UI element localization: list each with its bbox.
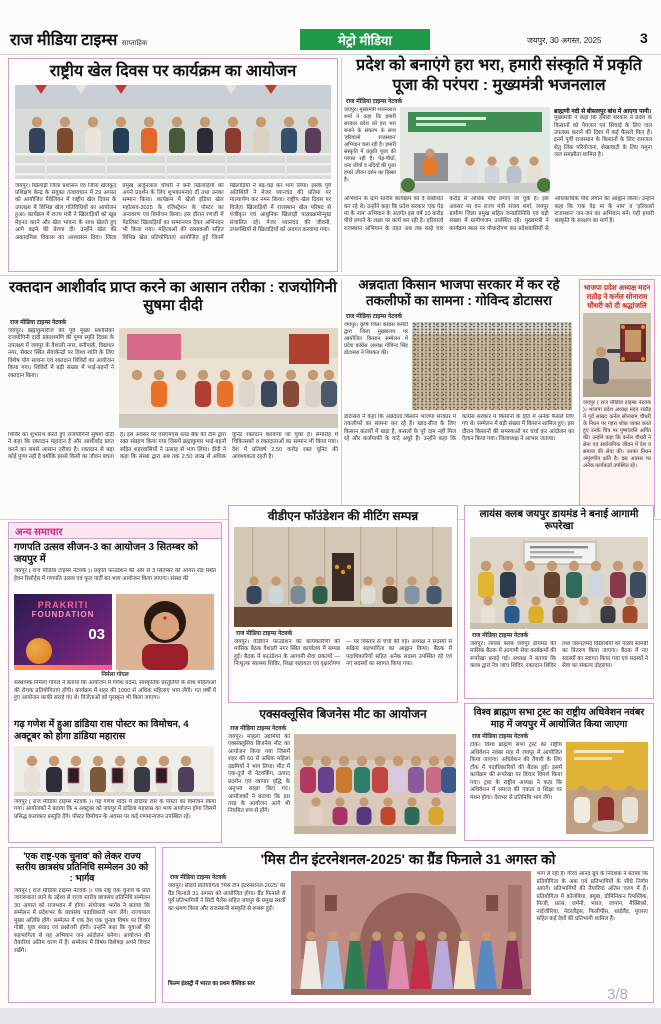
article-bhajanlal	[344, 56, 654, 272]
sushma-photo	[119, 328, 338, 428]
ganpati-caption: निर्मला गोयल	[101, 672, 129, 679]
band-rule-1	[0, 275, 661, 276]
column-rule-cd	[341, 279, 342, 517]
ekrashtra-headline: 'एक राष्ट्र-एक चुनाव' को लेकर राज्य स्तरीय छात्रसंघ प्रतिनिधि सम्मेलन 30 को : भार्गव	[15, 851, 149, 884]
sushma-headline: रक्तदान आशीर्वाद प्राप्त करने का आसान तरीका : राजयोगिनी सुषमा दीदी	[9, 279, 337, 315]
sushma-body: शिविर का शुभारंभ करते हुए राजयोगिनी सुषमा दीदी ने कहा कि रक्तदान महादान है और आशीर्वाद प्राप्त करने का सबसे आसान तरीका है। रक्तदान से बड़ा कोई पुण्य नहीं है क्योंकि इससे किसी का जीवन बचता है। इस अवसर पर एसएमएस ब्लड बैंक की टीम द्वारा रक्त संग्रहण किया गया जिसमें ब्रह्माकुमार भाई-बहनों सहित शहरवासियों ने उत्साह से भाग लिया। दीदी ने कहा कि संस्था द्वारा अब तक 2.50 लाख से अधिक यूनिट रक्तदान करवाया जा चुका है। समारोह में चिकित्सकों व रक्तदाताओं का सम्मान भी किया गया। देश में प्रतिवर्ष 2.50 करोड़ रक्त यूनिट की आवश्यकता रहती है।	[8, 431, 338, 461]
ganpati-headline: गणपति उत्सव सीजन-3 का आयोजन 3 सितम्बर को जयपुर में	[14, 542, 198, 566]
lions-headline: लायंस क्लब जयपुर डायमंड ने बनाई आगामी रूपरेखा	[479, 509, 639, 533]
article-sushma	[8, 279, 338, 517]
missteen-col-right: भाग ले रही हैं। गौरव आनंद ग्रुप के निदेशक ने बताया कि प्रतियोगिता के अंक एवं प्रतिभागियों के सीधे निर्णय आएंगे। प्रतिभागियों की तैयारियां अंतिम चरण में हैं। प्रतियोगिता में कोलंबिया, क्यूबा, डोमिनिकन रिपब्लिक, फिजी, फ्रांस, जर्मनी, भारत, जापान, मैक्सिको, नाईजीरिया, नेदरलैंड्स, फिलीपींस, थाईलैंड, यूएसए सहित कई देशों की प्रतिभागी शामिल हैं।	[536, 871, 648, 922]
poster-date-number: 03	[88, 626, 105, 644]
business-body: जयपुर। महिला उद्यमियों की एक्सक्लूसिव बिजनेस मीट का आयोजन किया गया जिसमें शहर की 60 से अधिक महिला उद्यमियों ने भाग लिया। मीट में एक-दूजे से नेटवर्किंग, उत्पाद प्रदर्शन एवं व्यापार वृद्धि के अनुभव साझा किए गए। आयोजकों ने बताया कि इस तरह के आयोजन आगे भी नियमित रूप से होंगे।	[228, 733, 290, 815]
missteen-foot-bold: फिल्म इंडस्ट्री में भारत का प्रथम वैश्विक स्तर	[168, 981, 255, 988]
header-rule	[0, 54, 661, 55]
vdn-byline: राज मीडिया टाइम्स नेटवर्क	[236, 630, 293, 637]
sports-day-photo	[15, 85, 331, 179]
ganpati-body: संस्थापक निर्मला गोयल ने बताया कि आयोजन में गणेश वंदना, सांस्कृतिक प्रस्तुतियों के साथ महिलाओं की रोचक प्रतियोगिताएं होंगी। कार्यक्रम में शहर की 1000 से अधिक महिलाएं भाग लेंगी। गत वर्षों में हुए आयोजन काफी सराहे गए थे। विजेताओं को पुरस्कृत भी किया जाएगा।	[14, 680, 216, 702]
dandiya-headline: गढ़ गणेश में हुआ डांडिया रास पोस्टर का विमोचन, 4 अक्टूबर को होगा डांडिया महारास	[14, 719, 189, 742]
dotasra-headline: अन्नदाता किसान भाजपा सरकार में कर रहे तकलीफों का सामना : गोविन्द डोटासरा	[358, 277, 560, 309]
lions-byline: राज मीडिया टाइम्स नेटवर्क	[472, 632, 529, 639]
business-headline: एक्सक्लूसिव बिजनेस मीट का आयोजन	[259, 707, 427, 721]
bhajanlal-byline: राज मीडिया टाइम्स नेटवर्क	[346, 99, 403, 106]
article-vdn	[228, 505, 458, 703]
masthead	[10, 28, 147, 50]
page-indicator: 3/8	[607, 986, 628, 1003]
prakriti-foundation-poster	[14, 594, 112, 670]
dotasra-crowd-photo	[412, 322, 572, 410]
poster-title-line2: FOUNDATION	[31, 610, 95, 620]
article-business-meet	[228, 707, 458, 841]
miss-teen-photo	[291, 871, 532, 995]
article-sports-day	[8, 58, 338, 272]
other-news-header: अन्य समाचार	[9, 523, 221, 539]
lions-body: जयपुर। लायंस क्लब जयपुर डायमंड की मासिक बैठक में आगामी सेवा कार्यक्रमों की रूपरेखा बनाई गई। अध्यक्ष ने बताया कि क्लब द्वारा नेत्र जांच शिविर, रक्तदान शिविर तथा जरूरतमंद विद्यार्थियों को पाठ्य सामग्री का वितरण किया जाएगा। बैठक में नए सदस्यों का स्वागत किया गया एवं सदस्यों ने सेवा का संकल्प दोहराया।	[470, 640, 648, 670]
rathore-body: जयपुर ( राज मीडिया टाइम्स नेटवर्क )। भाजपा प्रदेश अध्यक्ष मदन राठौड़ ने पूर्व सांसद कर्नल सोनाराम चौधरी के निधन पर गहरा शोक व्यक्त करते हुए उनके चित्र पर पुष्पांजलि अर्पित की। उन्होंने कहा कि कर्नल चौधरी ने सेना एवं सार्वजनिक जीवन में देश व समाज की सेवा की। उनका निधन अपूरणीय क्षति है। इस अवसर पर अनेक कार्यकर्ता उपस्थित रहे।	[583, 400, 651, 469]
missteen-col-left: जयपुर। सौंदर्य प्रतियोगिता 'मिस टीन इंटरनेशनल-2025' का ग्रैंड फिनाले 31 अगस्त को आयोजित होगा। ग्रैंड फिनाले से पूर्व प्रतिभागियों ने सिटी पैलेस सहित जयपुर के प्रमुख स्थलों का भ्रमण किया और राजस्थानी संस्कृति से रूबरू हुईं।	[168, 883, 286, 912]
dateline: जयपुर, 30 अगस्त, 2025	[527, 36, 602, 45]
bhajanlal-stage-photo	[400, 107, 550, 193]
brahman-meeting-photo	[566, 742, 648, 834]
lions-club-photo	[470, 537, 648, 629]
page-number: 3	[640, 30, 648, 46]
sushma-col-left: जयपुर। ब्रह्माकुमारीज की पूर्व मुख्य प्रशासिका राजयोगिनी दादी प्रकाशमणि की पुण्य स्मृति दिवस के उपलक्ष्य में जयपुर के वैशाली नगर, बनीपार्क, विद्याधर नगर, सेक्टर स्थित सेवाकेन्द्रों पर विश्व शांति के लिए विशेष योग साधना एवं रक्तदान शिविरों का आयोजन किया गया। शिविरों में बड़ी संख्या में भाई-बहनों ने रक्तदान किया।	[8, 327, 114, 379]
article-rathore	[579, 279, 655, 517]
brahman-headline: विश्व ब्राह्मण सभा ट्रस्ट का राष्ट्रीय अधिवेशन नवंबर माह में जयपुर में आयोजित किया जाएगा	[473, 707, 645, 730]
nirmala-goyal-portrait	[116, 594, 214, 670]
bhajanlal-headline: प्रदेश को बनाएंगे हरा भरा, हमारी संस्कृति में प्रकृति पूजा की परंपरा : मुख्यमंत्री भजनलाल	[356, 57, 642, 94]
sports-day-body: जयपुर। खिलाड़ी जिला प्रशासन एवं जिला खेलकूद प्रशिक्षण केन्द्र के संयुक्त तत्वावधान में 29 अगस्त को आयोजित पैवेलियन में राष्ट्रीय खेल दिवस के उपलक्ष्य में विभिन्न खेल गतिविधियों का आयोजन हुआ। कार्यक्रम में राज्य मंत्री ने खिलाड़ियों को खूब मेहनत करने और खेल भावना के साथ खेलते हुए आगे बढ़ने की प्रेरणा दी। उन्होंने खेल की अकादमिक विकास का आश्वासन दिया। जिला प्रमुख अर्जुनलाल चौधरी ने बनी खिलाड़ियों को अपने प्रदर्शन के लिए शुभकामनाएं दीं तथा उनका सम्मान किया। कार्यक्रम में खेलो इंडिया खेल महोत्सव-2025 के रजिस्ट्रेशन के पोस्टर का अनावरण एवं विमोचन किया। इस दौरान रणजी में मेडलिस्ट खिलाड़ियों का सम्मानपत्र देकर अभिनंदन भी किया गया। महिलाओं की रस्साकशी सहित विभिन्न खेल प्रतियोगिताएं आयोजित हुईं जिनमें खिलाड़ियों ने बढ़-चढ़ कर भाग लिया। इसके पूर्व अतिथियों ने मेजर ध्यानचंद की प्रतिमा पर माल्यार्पण कर नमन किया। राष्ट्रीय खेल दिवस पर विजेता खिलाड़ियों में राजस्थान खेल परिषद से पंजीकृत एवं आधुनिक खिलाड़ी पाठ्यक्रमोन्मुख संचालित रहे। मेजर ध्यानचंद की जीवनी, उपलब्धियों से खिलाड़ियों को अवगत करवाया गया।	[15, 182, 331, 241]
dotasra-body: डोटासरा ने कहा कि अन्नदाता किसान भाजपा सरकार में तकलीफों का सामना कर रहे हैं। खाद-बीज के लिए किसान कतारों में खड़ा है, फसलों के पूरे दाम नहीं मिल रहे और कर्जमाफी के वादे अधूरे हैं। उन्होंने कहा कि कांग्रेस सरकार में किसानों के हित में अनेक फैसले लिए गए थे। सम्मेलन में बड़ी संख्या में किसान शामिल हुए। इस दौरान किसानों की समस्याओं पर चर्चा कर आंदोलन का ऐलान किया गया। जिलाध्यक्ष ने आभार जताया।	[344, 413, 574, 443]
bhajanlal-col-right: मुख्यमंत्री ने कहा कि हमारी सरकार ने प्रदेश के किसानों को पेयजल एवं सिंचाई के लिए जल उपलब्ध कराने की दिशा में कई फैसले किए हैं। इनमें पूर्वी राजस्थान के किसानों के लिए रामजल सेतु लिंक परियोजना, शेखावाटी के लिए यमुना जल समझौता शामिल है।	[554, 115, 652, 159]
vdn-headline: वीडीएन फॉउंडेशन की मीटिंग सम्पन्न	[267, 509, 419, 523]
rathore-headline: भाजपा प्रदेश अध्यक्ष मदन राठौड़ ने कर्नल सोनाराम चौधरी को दी श्रद्धांजलि	[583, 283, 651, 310]
sushma-byline: राज मीडिया टाइम्स नेटवर्क	[10, 319, 67, 326]
bhajanlal-body: अभियान के ग्राम स्तरीय कार्यक्रम को वे संबोधित कर रहे थे। उन्होंने कहा कि प्रदेश सरकार 'एक पेड़ मां के नाम' अभियान के अंतर्गत इस वर्ष 10 करोड़ पौधे लगाने के लक्ष्य पर कार्य कर रही है। हरियालो राजस्थान अभियान के तहत अब तक साढ़े चार करोड़ से अधिक पौधे लगाए जा चुके हैं। इस अवसर पर वन राज्य मंत्री संजय शर्मा, जयपुर ग्रामीण जिला प्रमुख सहित जनप्रतिनिधि एवं बड़ी संख्या में ग्रामीणजन उपस्थित रहे। मुख्यमंत्री ने कार्यक्रम स्थल पर पौधारोपण कर प्रदेशवासियों से अधिकाधिक पौधे लगाने का आह्वान किया। उन्होंने कहा कि 'एक पेड़ मां के नाम' व 'हरियालो राजस्थान' जन-जन का अभियान बनें। यही हमारी संस्कृति के संरक्षण का मार्ग है।	[344, 196, 654, 232]
poster-title-line1: PRAKRITI	[37, 600, 89, 611]
dandiya-body: जयपुर ( राज मीडिया टाइम्स नेटवर्क )। गढ़ गणेश मंदिर में डांडिया रास के पोस्टर का विमोचन किया गया। आयोजकों ने बताया कि 4 अक्टूबर को जयपुर में डांडिया महारास का भव्य आयोजन होगा जिसमें प्रसिद्ध कलाकार प्रस्तुति देंगे। पोस्टर विमोचन के अवसर पर कई गणमान्यजन उपस्थित रहे।	[14, 798, 216, 820]
ekrashtra-body: जयपुर ( राज मीडिया टाइम्स नेटवर्क )। एक राष्ट्र एक चुनाव के प्रति जागरूकता लाने के उद्देश्य से राज्य स्तरीय छात्रसंघ प्रतिनिधि सम्मेलन 30 अगस्त को राजभवन में होगा। संयोजक भार्गव ने बताया कि सम्मेलन में प्रदेशभर के छात्रसंघ पदाधिकारी भाग लेंगे। राज्यपाल मुख्य अतिथि होंगे। सम्मेलन में एक देश एक चुनाव विषय पर विचार गोष्ठी, युवा संवाद एवं प्रश्नोत्तरी होगी। उन्होंने कहा कि युवाओं की सहभागिता से यह अभियान जन आंदोलन बनेगा। आयोजन की तैयारियां अंतिम चरण में हैं। सम्मेलन में विषय विशेषज्ञ अपने विचार रखेंगे।	[14, 887, 150, 954]
dandiya-photo	[14, 746, 214, 796]
sports-day-headline: राष्ट्रीय खेल दिवस पर कार्यक्रम का आयोजन	[49, 63, 297, 80]
ganesha-graphic	[26, 638, 52, 664]
brahman-byline: राज मीडिया टाइम्स नेटवर्क	[472, 734, 529, 741]
weekly-label: साप्ताहिक	[121, 40, 148, 47]
article-lions	[464, 505, 654, 699]
viewer-background-strip	[0, 1008, 661, 1024]
other-news-column	[8, 522, 222, 843]
missteen-headline: 'मिस टीन इंटरनेशनल-2025' का ग्रैंड फिनाले 31 अगस्त को	[260, 851, 556, 867]
article-ekrashtra	[8, 847, 156, 1003]
business-meet-photo	[294, 734, 456, 834]
section-banner: मेट्रो मीडिया	[300, 29, 430, 50]
brahman-body: टोंक। विश्व ब्राह्मण सभा ट्रस्ट का राष्ट्रीय अधिवेशन नवंबर माह में जयपुर में आयोजित किया जाएगा। अधिवेशन की तैयारी के लिए टोंक में पदाधिकारियों की बैठक हुई। इसमें कार्यक्रम की रूपरेखा पर विचार विमर्श किया गया। ट्रस्ट के राष्ट्रीय अध्यक्ष ने कहा कि अधिवेशन में समाज की एकता व शिक्षा पर मंथन होगा। देशभर से प्रतिनिधि भाग लेंगे।	[470, 742, 562, 801]
business-byline: राज मीडिया टाइम्स नेटवर्क	[230, 725, 287, 732]
rathore-photo	[583, 313, 651, 397]
article-miss-teen	[162, 847, 654, 1003]
article-dotasra	[344, 277, 574, 517]
masthead-title: राज मीडिया टाइम्स	[10, 32, 118, 49]
poster-strip	[14, 665, 112, 670]
column-rule-ab	[341, 58, 342, 272]
ganpati-lede: जयपुर ( राज मीडिया टाइम्स नेटवर्क )। प्रकृति फाउंडेशन की ओर से 3 सितम्बर को आगरा रोड स्थित हेवन रिसोर्ट्स में गणपति उत्सव एवं फुल पार्टी का भव्य आयोजन किया जाएगा। संस्था की	[14, 568, 216, 582]
bhajanlal-lead: ब्राह्मणी नदी से बीसलपुर बांध में आएगा पानी।	[554, 109, 652, 116]
dotasra-col-left: जयपुर। कृषि जिला कांग्रेस कमेटी द्वारा जिला मुख्यालय पर आयोजित किसान सम्मेलन में प्रदेश कांग्रेस अध्यक्ष गोविन्द सिंह डोटासरा ने शिरकत की।	[344, 321, 408, 357]
bhajanlal-col-left: जयपुर। मुख्यमंत्री भजनलाल शर्मा ने कहा कि हमारी सरकार प्रदेश को हरा भरा बनाने के संकल्प के साथ 'हरियालो राजस्थान' अभियान चला रही है। हमारी संस्कृति में प्रकृति पूजा की परंपरा रही है। पेड़-पौधों, वन्य जीवों व नदियों की पूजा हमारे जीवन दर्शन का हिस्सा है।	[344, 107, 396, 183]
article-brahman	[464, 703, 654, 841]
dotasra-byline: राज मीडिया टाइम्स नेटवर्क	[346, 313, 403, 320]
vdn-body: जयपुर। वीडीएन फाउंडेशन की कार्यकारिणी की मासिक बैठक वैशाली नगर स्थित कार्यालय में सम्पन्न हुई। बैठक में फाउंडेशन के आगामी सेवा प्रकल्पों — निःशुल्क स्वास्थ्य शिविर, शिक्षा सहायता एवं वृक्षारोपण — पर विस्तार से चर्चा की गई। अध्यक्ष ने सदस्यों से सक्रिय सहभागिता का आह्वान किया। बैठक में पदाधिकारियों सहित अनेक सदस्य उपस्थित रहे एवं नए सदस्यों का स्वागत किया गया।	[234, 638, 452, 668]
vdn-meeting-photo	[234, 527, 452, 627]
missteen-byline: राज मीडिया टाइम्स नेटवर्क	[170, 875, 227, 882]
